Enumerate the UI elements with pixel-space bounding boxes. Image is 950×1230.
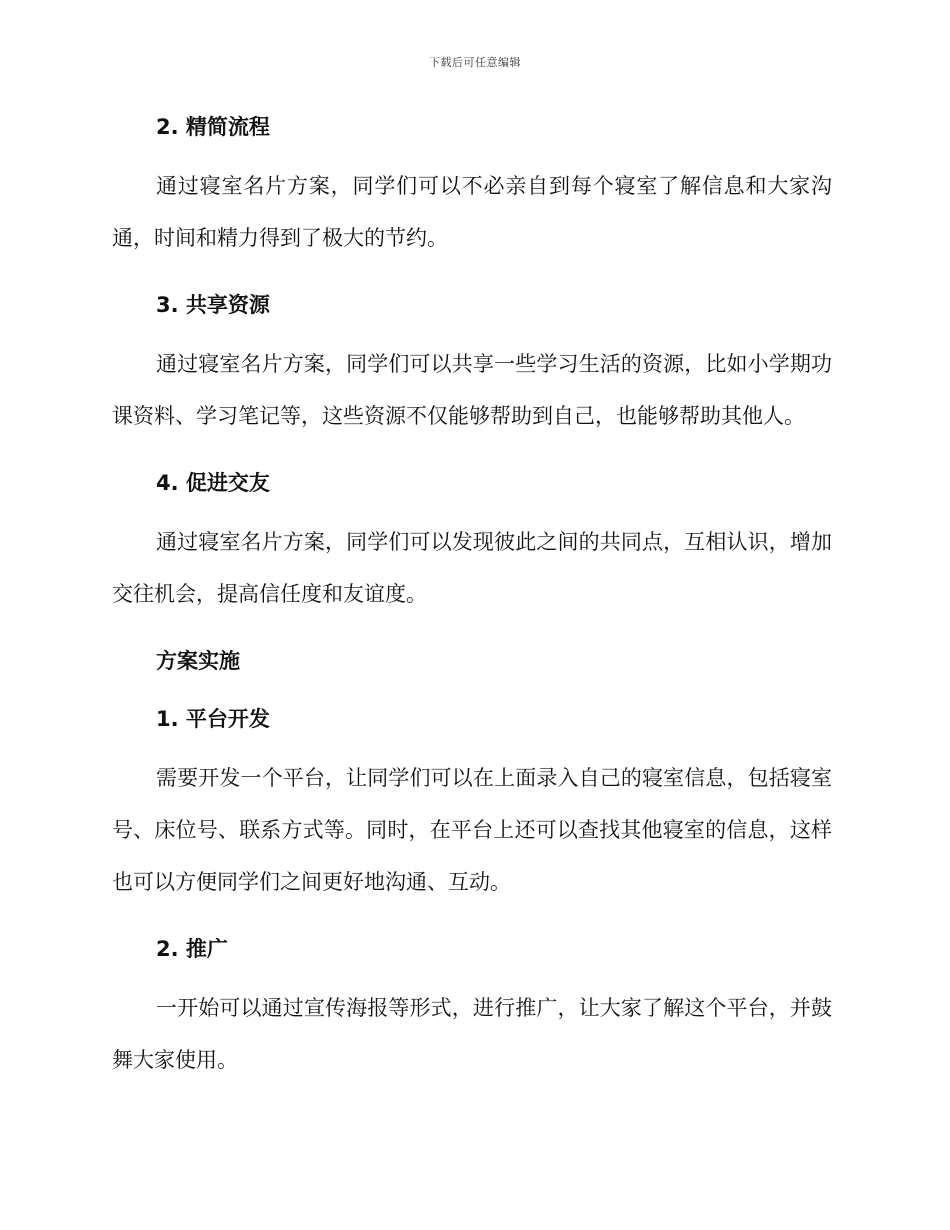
section-heading: 2. 精简流程 <box>156 115 270 139</box>
section-heading: 2. 推广 <box>156 937 228 961</box>
section-paragraph: 通过寝室名片方案，同学们可以共享一些学习生活的资源，比如小学期功课资料、学习笔记等，这些资源不仅能够帮助到自己，也能够帮助其他人。 <box>112 352 832 428</box>
section-paragraph: 需要开发一个平台，让同学们可以在上面录入自己的寝室信息，包括寝室号、床位号、联系方式等。同时，在平台上还可以查找其他寝室的信息，这样也可以方便同学们之间更好地沟通、互动。 <box>112 766 832 894</box>
section-heading: 1. 平台开发 <box>156 707 270 731</box>
section-paragraph: 通过寝室名片方案，同学们可以不必亲自到每个寝室了解信息和大家沟通，时间和精力得到了极大的节约。 <box>112 174 832 250</box>
document-body <box>112 110 832 1086</box>
page-header-note: 下载后可任意编辑 <box>429 56 521 69</box>
section-paragraph: 一开始可以通过宣传海报等形式，进行推广，让大家了解这个平台，并鼓舞大家使用。 <box>112 996 832 1072</box>
section-heading: 方案实施 <box>156 649 240 673</box>
section-heading: 3. 共享资源 <box>156 293 270 317</box>
section-paragraph: 通过寝室名片方案，同学们可以发现彼此之间的共同点，互相认识，增加交往机会，提高信任度和友谊度。 <box>112 530 832 606</box>
section-heading: 4. 促进交友 <box>156 471 270 495</box>
